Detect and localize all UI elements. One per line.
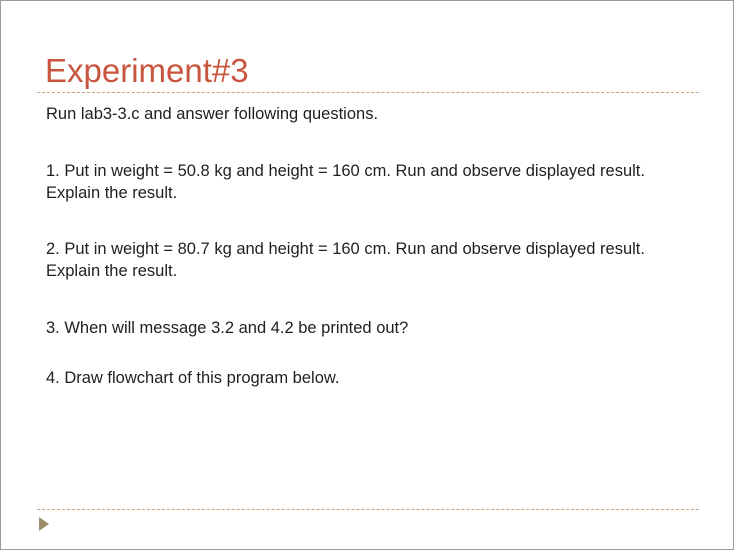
- question-3: 3. When will message 3.2 and 4.2 be printed out?: [46, 319, 409, 337]
- footer-divider: [37, 509, 699, 510]
- title-divider: [37, 92, 699, 93]
- intro-text: Run lab3-3.c and answer following questions.: [46, 105, 379, 123]
- question-2: 2. Put in weight = 80.7 kg and height = 160 cm. Run and observe displayed result. Explain the result.: [46, 240, 645, 280]
- play-arrow-icon: [39, 517, 49, 531]
- slide-title: Experiment#3: [45, 52, 249, 89]
- question-1: 1. Put in weight = 50.8 kg and height = 160 cm. Run and observe displayed result. Explain the result.: [46, 162, 645, 202]
- question-4: 4. Draw flowchart of this program below.: [46, 369, 340, 387]
